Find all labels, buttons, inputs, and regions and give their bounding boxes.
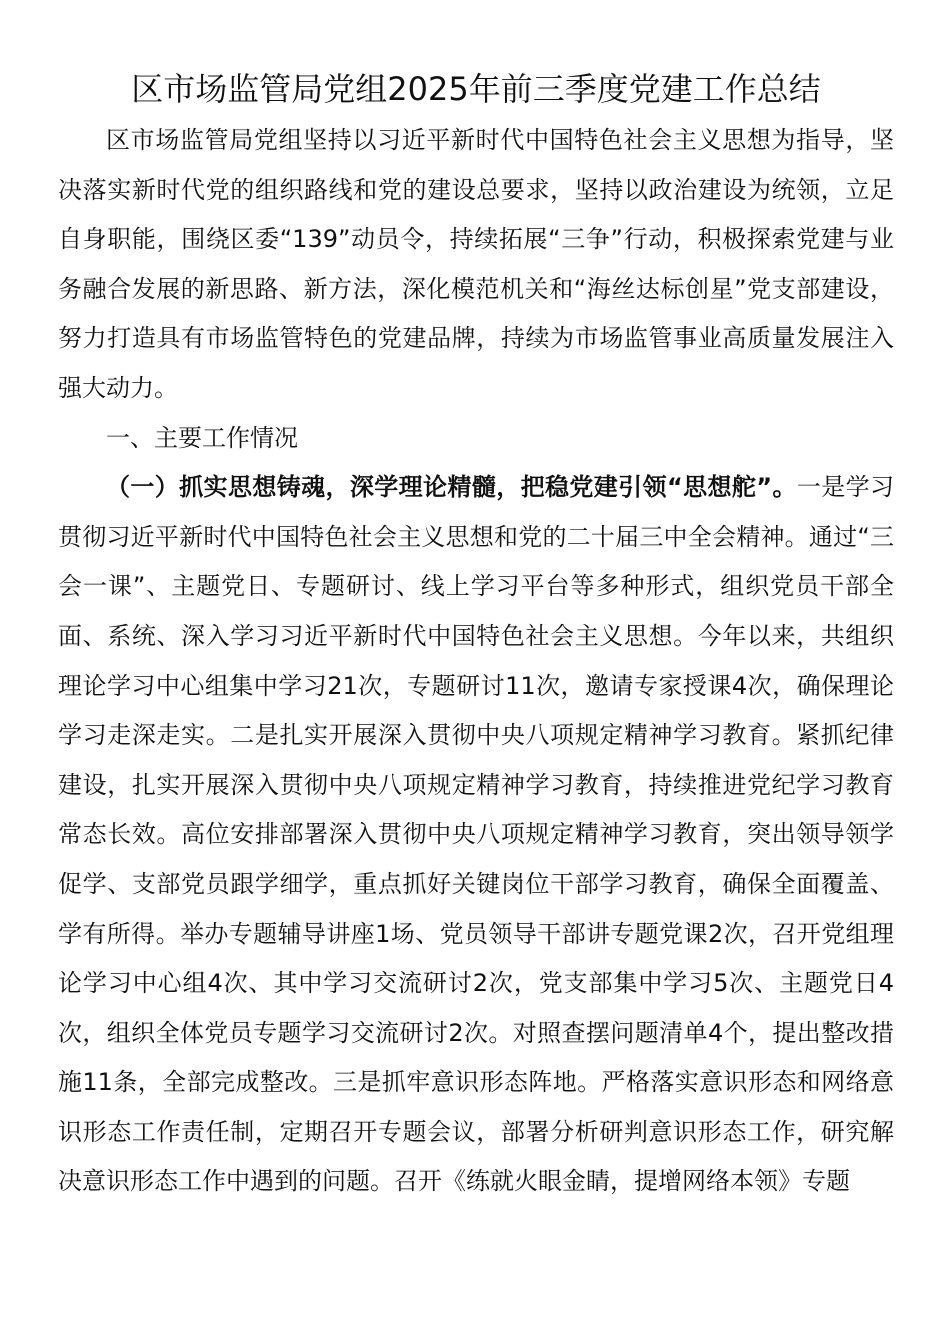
subsection-body: 一是学习贯彻习近平新时代中国特色社会主义思想和党的二十届三中全会精神。通过“三会一课”、主题党日、专题研讨、线上学习平台等多种形式，组织党员干部全面、系统、深入学习习近平新时代中国特色社会主义思想。今年以来，共组织理论学习中心组集中学习21次，专题研讨11次，邀请专家授课4次，确保理论学习走深走实。二是扎实开展深入贯彻中央八项规定精神学习教育。紧抓纪律建设，扎实开展深入贯彻中央八项规定精神学习教育，持续推进党纪学习教育常态长效。高位安排部署深入贯彻中央八项规定精神学习教育，突出领导领学促学、支部党员跟学细学，重点抓好关键岗位干部学习教育，确保全面覆盖、学有所得。举办专题辅导讲座1场、党员领导干部讲专题党课2次，召开党组理论学习中心组4次、其中学习交流研讨2次，党支部集中学习5次、主题党日4次，组织全体党员专题学习交流研讨2次。对照查摆问题清单4个，提出整改措施11条，全部完成整改。三是抓牢意识形态阵地。严格落实意识形态和网络意识形态工作责任制，定期召开专题会议，部署分析研判意识形态工作，研究解决意识形态工作中遇到的问题。召开《练就火眼金睛，提增网络本领》专题: [58, 473, 895, 1196]
document-page: [58, 62, 894, 1207]
document-title: 区市场监管局党组2025年前三季度党建工作总结: [131, 70, 821, 108]
intro-paragraph: 区市场监管局党组坚持以习近平新时代中国特色社会主义思想为指导，坚决落实新时代党的组织路线和党的建设总要求，坚持以政治建设为统领，立足自身职能，围绕区委“139”动员令，持续拓展“三争”行动，积极探索党建与业务融合发展的新思路、新方法，深化模范机关和“海丝达标创星”党支部建设，努力打造具有市场监管特色的党建品牌，持续为市场监管事业高质量发展注入强大动力。: [58, 126, 894, 402]
subsection-paragraph: [58, 463, 894, 1207]
section-heading: 一、主要工作情况: [106, 423, 298, 452]
subsection-lead: （一）抓实思想铸魂，深学理论精髓，把稳党建引领“思想舵”。: [106, 473, 797, 502]
